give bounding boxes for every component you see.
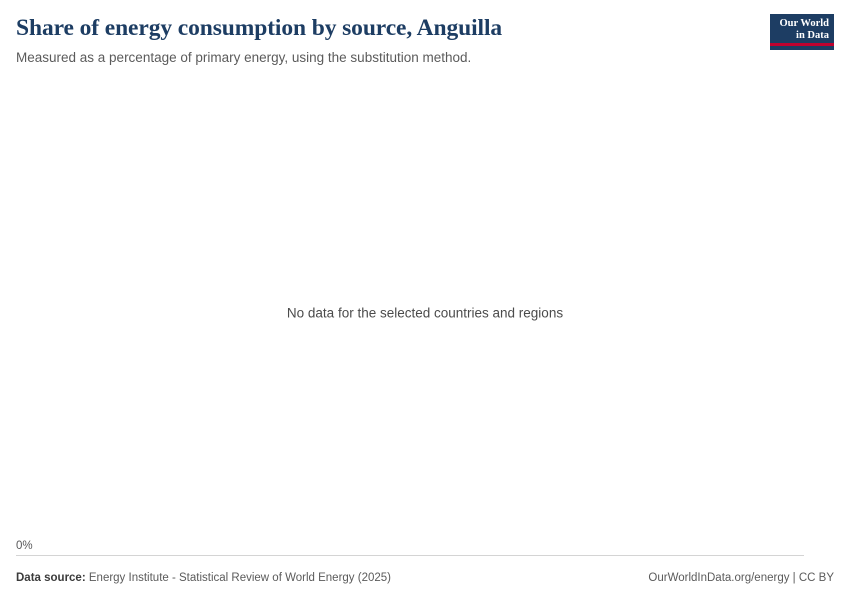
chart-footer (16, 570, 834, 586)
y-axis-tick-label-0: 0% (16, 540, 33, 552)
data-source-note (16, 572, 391, 584)
logo-accent-rule (770, 43, 834, 46)
data-source-text: Energy Institute - Statistical Review of World Energy (2025) (88, 572, 391, 584)
no-data-message: No data for the selected countries and regions (286, 305, 564, 321)
chart-subtitle: Measured as a percentage of primary energy, using the substitution method. (16, 50, 472, 66)
attribution-link[interactable]: OurWorldInData.org/energy | CC BY (648, 572, 834, 584)
logo-line-2: in Data (796, 29, 829, 41)
data-source-label: Data source: (16, 572, 86, 584)
attribution-note[interactable] (648, 572, 834, 584)
our-world-in-data-logo[interactable] (770, 14, 834, 50)
page-title: Share of energy consumption by source, Anguilla (16, 15, 503, 41)
axis-baseline (16, 555, 804, 556)
logo-line-1: Our World (779, 18, 829, 29)
plot-area (16, 88, 834, 538)
y-axis (16, 540, 834, 562)
chart-header (16, 0, 834, 67)
